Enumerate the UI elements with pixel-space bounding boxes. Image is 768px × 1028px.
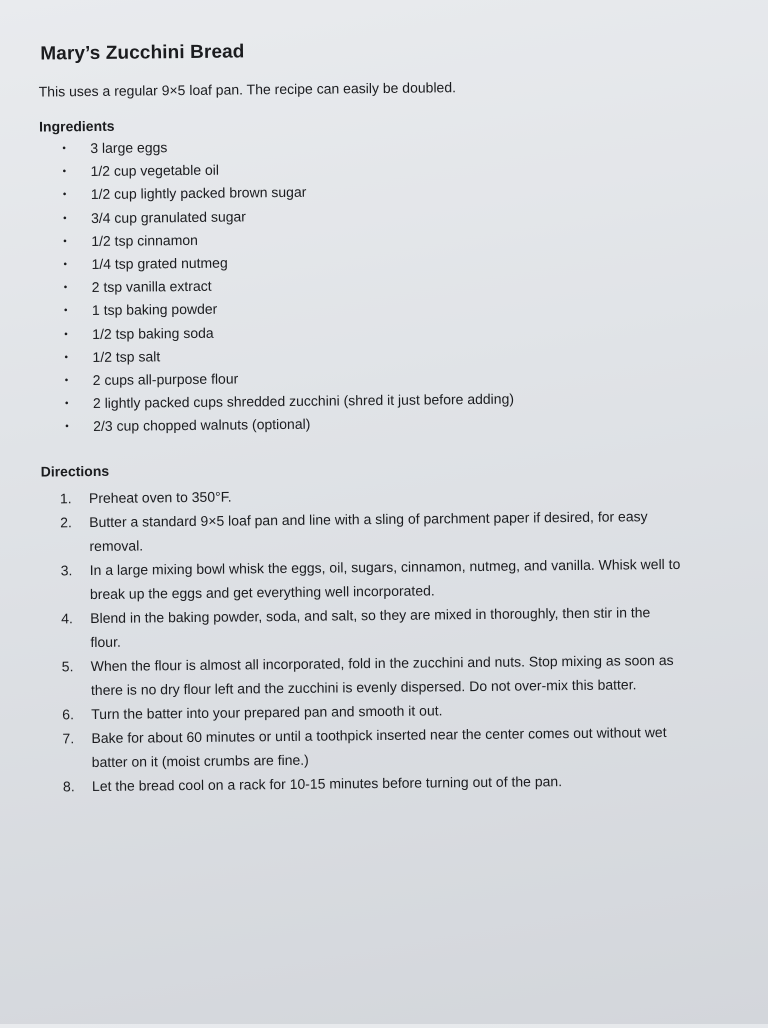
ingredient-text: 3/4 cup granulated sugar	[90, 207, 246, 226]
step-number: 2.	[60, 514, 72, 531]
direction-step	[60, 504, 680, 558]
ingredient-text: 2 tsp vanilla extract	[91, 277, 212, 296]
ingredient-text: 1/2 cup vegetable oil	[90, 161, 220, 180]
ingredient-text: 1/2 tsp cinnamon	[91, 231, 198, 249]
step-text: Blend in the baking powder, soda, and salt, so they are mixed in thoroughly, then stir in the flour.	[90, 604, 651, 651]
ingredients-heading: Ingredients	[38, 117, 115, 135]
recipe-intro: This uses a regular 9×5 loaf pan. The recipe can easily be doubled.	[38, 79, 457, 100]
step-number: 6.	[62, 706, 74, 723]
bullet-icon: •	[62, 212, 67, 224]
bullet-icon: •	[63, 259, 68, 271]
step-text: Turn the batter into your prepared pan and smooth it out.	[91, 702, 443, 723]
ingredient-text: 2 cups all-purpose flour	[92, 370, 239, 388]
direction-step	[62, 720, 682, 774]
bullet-icon: •	[62, 143, 66, 155]
step-number: 7.	[62, 730, 75, 747]
step-number: 5.	[61, 658, 74, 675]
step-text: Butter a standard 9×5 loaf pan and line with a sling of parchment paper if desired, for easy removal.	[89, 508, 648, 555]
ingredient-text: 1/2 cup lightly packed brown sugar	[90, 184, 307, 203]
step-text: Bake for about 60 minutes or until a toothpick inserted near the center comes out without wet batter on it (moist crumbs are fine.)	[91, 724, 667, 771]
bullet-icon: •	[64, 328, 68, 340]
ingredient-text: 3 large eggs	[90, 139, 168, 157]
bullet-icon: •	[63, 305, 68, 317]
direction-step	[63, 768, 683, 798]
ingredient-text: 1 tsp baking powder	[91, 301, 218, 319]
step-number: 1.	[59, 490, 72, 507]
step-number: 4.	[61, 610, 73, 627]
bullet-icon: •	[64, 398, 69, 410]
direction-step	[61, 552, 681, 606]
bullet-icon: •	[64, 351, 69, 363]
ingredient-item	[61, 412, 621, 441]
bullet-icon: •	[63, 236, 67, 248]
step-text: In a large mixing bowl whisk the eggs, oil, sugars, cinnamon, nutmeg, and vanilla. Whisk well to break up the eggs and get everything well incorporated.	[89, 555, 681, 603]
bullet-icon: •	[62, 166, 67, 178]
ingredients-list	[58, 133, 621, 440]
direction-step	[62, 648, 682, 702]
directions-heading: Directions	[40, 462, 110, 480]
bullet-icon: •	[63, 282, 68, 294]
step-number: 8.	[62, 778, 75, 795]
ingredient-text: 2/3 cup chopped walnuts (optional)	[93, 415, 311, 435]
ingredient-text: 1/2 tsp baking soda	[92, 324, 214, 342]
bullet-icon: •	[65, 421, 69, 433]
step-text: When the flour is almost all incorporated, fold in the zucchini and nuts. Stop mixing as soon as there is no dry flour left and the zucchini is evenly dispersed. Do not over-mix this batter.	[90, 651, 674, 699]
direction-step	[61, 600, 681, 654]
ingredient-text: 2 lightly packed cups shredded zucchini (shred it just before adding)	[92, 390, 515, 412]
directions-list	[60, 480, 683, 798]
ingredient-text: 1/4 tsp grated nutmeg	[91, 254, 228, 272]
step-text: Preheat oven to 350°F.	[88, 488, 232, 507]
step-text: Let the bread cool on a rack for 10-15 minutes before turning out of the pan.	[91, 773, 563, 795]
bullet-icon: •	[62, 189, 67, 201]
ingredient-text: 1/2 tsp salt	[92, 347, 161, 365]
step-number: 3.	[60, 562, 73, 579]
recipe-title: Mary’s Zucchini Bread	[40, 41, 245, 65]
bullet-icon: •	[64, 375, 69, 387]
